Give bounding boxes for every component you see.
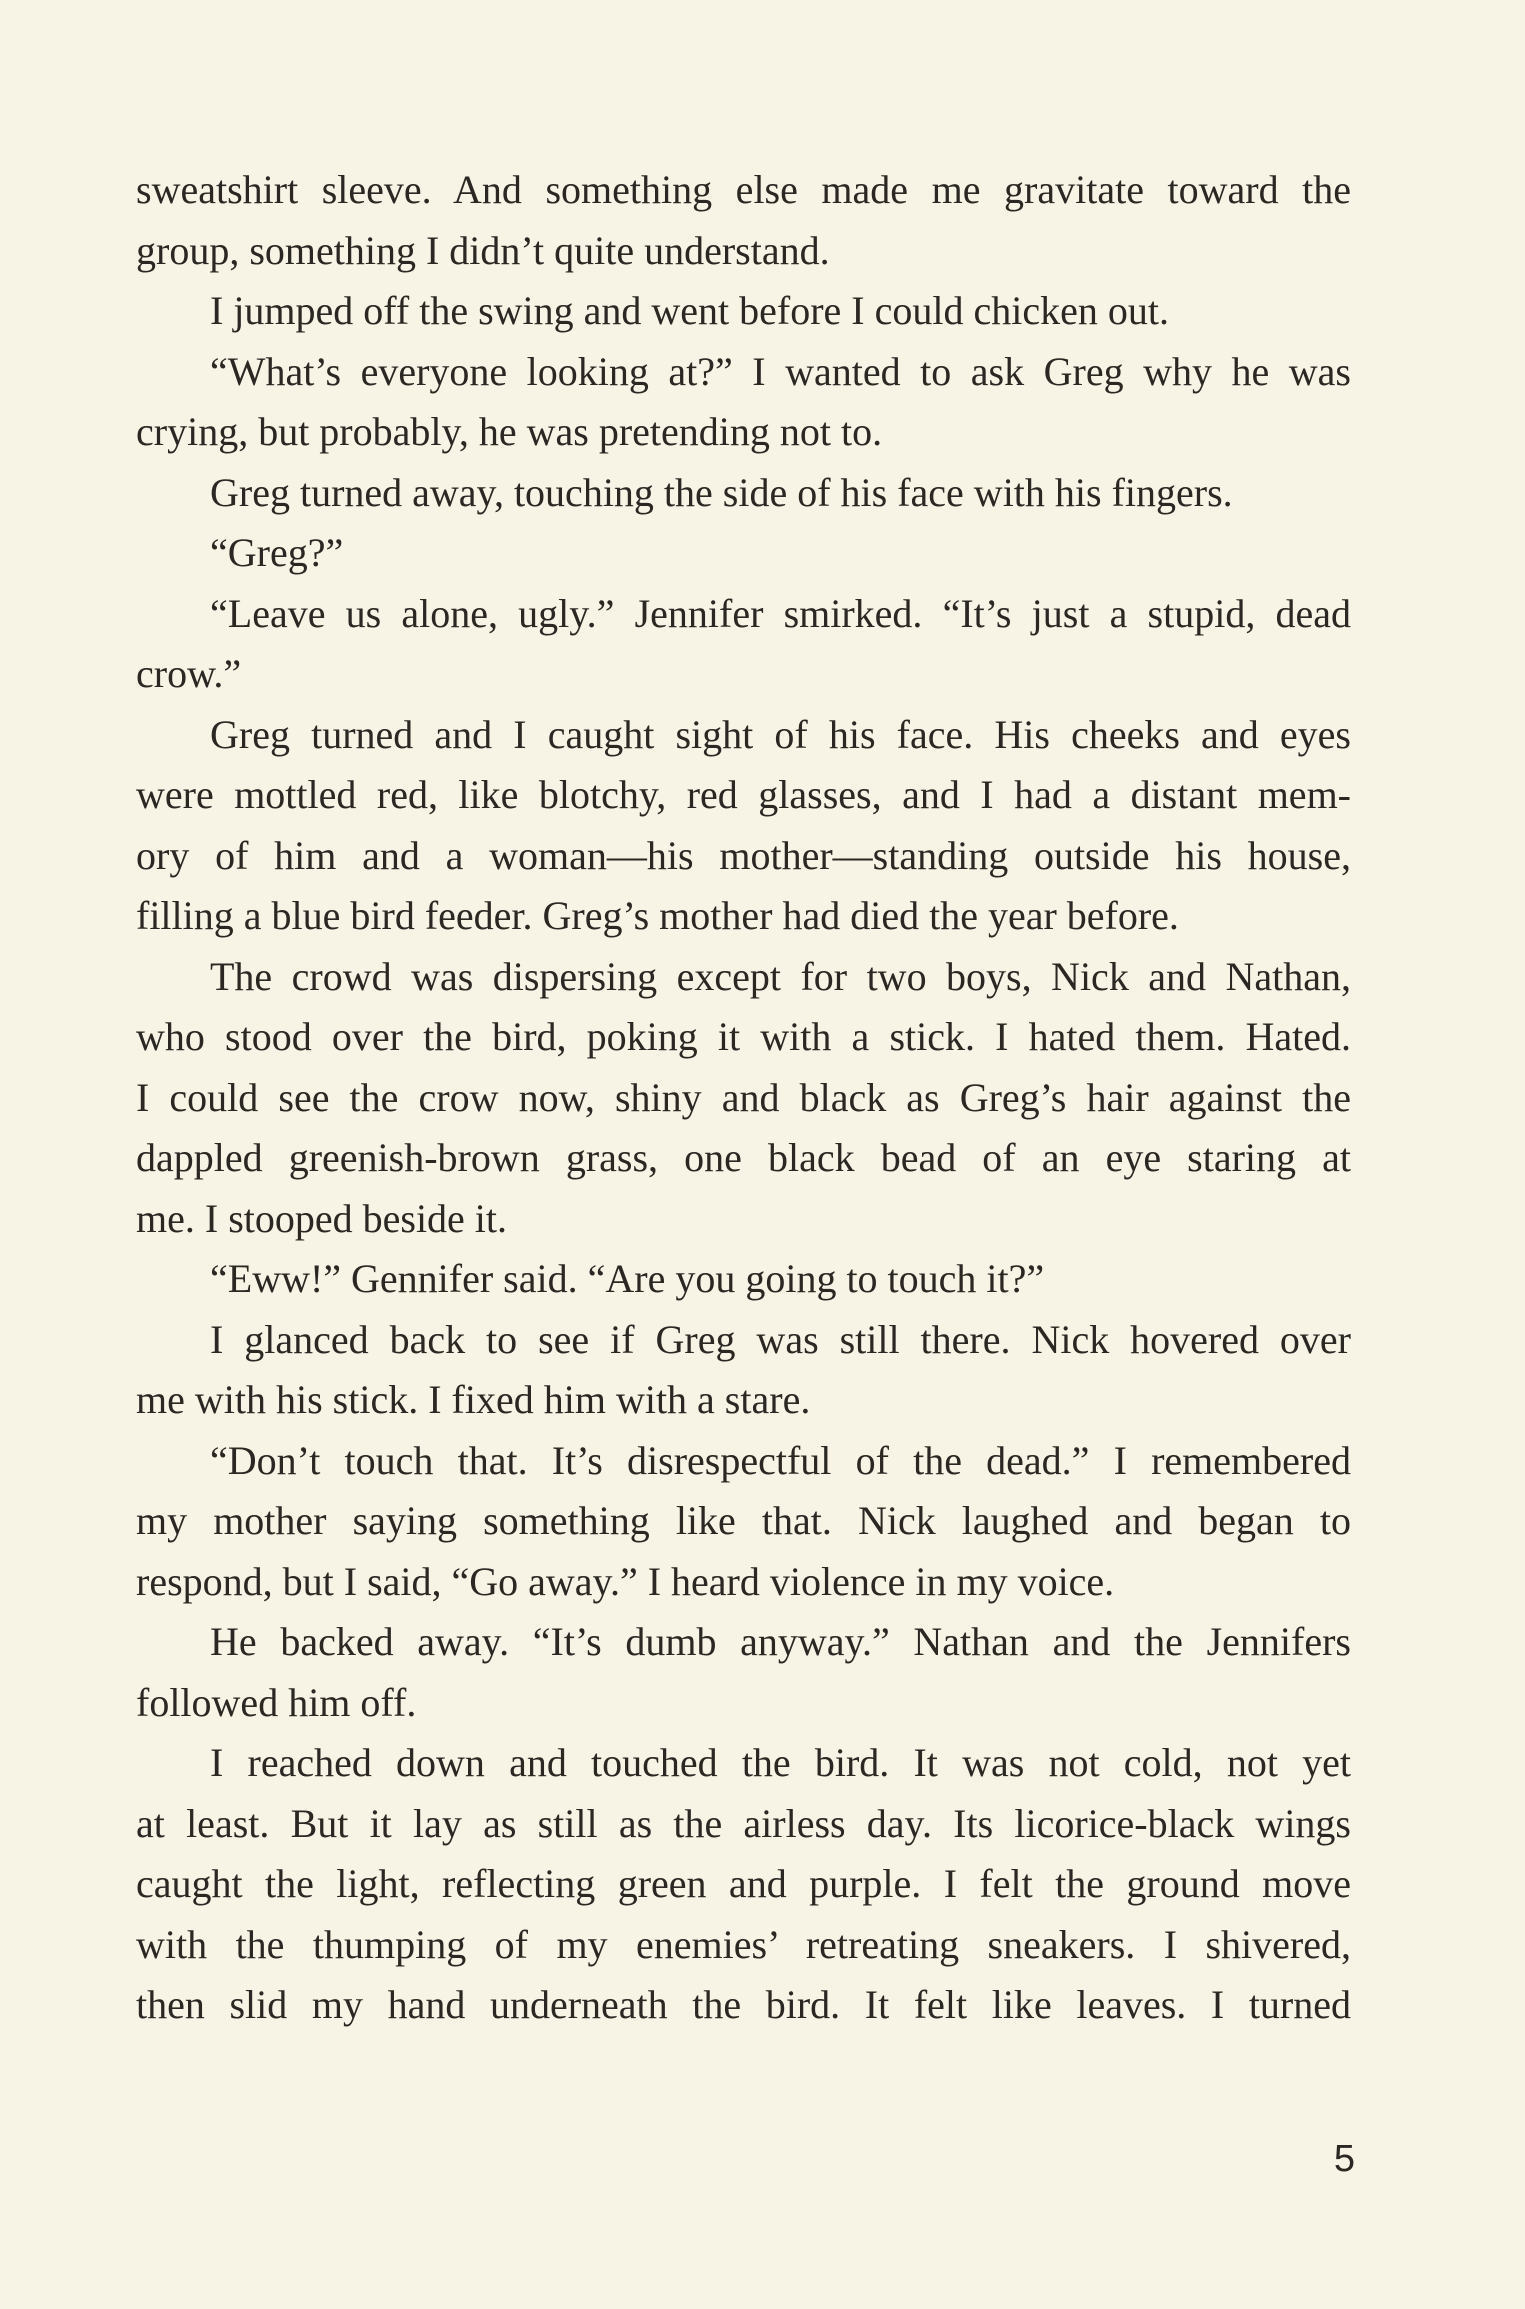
text-line: “Don’t touch that. It’s disrespectful of the dead.” I remembered <box>210 1437 1351 1483</box>
text-line: crow.” <box>136 651 242 696</box>
text-line: my mother saying something like that. Nick laughed and began to <box>136 1498 1351 1543</box>
text-line: He backed away. “It’s dumb anyway.” Nathan and the Jennifers <box>210 1619 1351 1664</box>
text-line: Greg turned and I caught sight of his face. His cheeks and eyes <box>210 711 1351 757</box>
body-text <box>136 160 1351 2036</box>
text-line: filling a blue bird feeder. Greg’s mother had died the year before. <box>136 893 1179 938</box>
text-line: I glanced back to see if Greg was still there. Nick hovered over <box>210 1316 1351 1362</box>
text-line: Greg turned away, touching the side of his face with his fingers. <box>210 469 1233 515</box>
text-line: me with his stick. I fixed him with a stare. <box>136 1377 811 1422</box>
text-line: group, something I didn’t quite understand. <box>136 227 830 273</box>
text-line: followed him off. <box>136 1679 417 1725</box>
text-line: me. I stooped beside it. <box>136 1195 508 1241</box>
text-line: caught the light, reflecting green and purple. I felt the ground move <box>136 1861 1351 1906</box>
text-line: dappled greenish-brown grass, one black bead of an eye staring at <box>136 1135 1351 1180</box>
text-line: The crowd was dispersing except for two boys, Nick and Nathan, <box>210 953 1351 999</box>
text-line: respond, but I said, “Go away.” I heard violence in my voice. <box>136 1558 1115 1604</box>
text-line: I jumped off the swing and went before I could chicken out. <box>210 288 1169 333</box>
text-line: “Leave us alone, ugly.” Jennifer smirked. “It’s just a stupid, dead <box>210 590 1351 636</box>
text-line: then slid my hand underneath the bird. It felt like leaves. I turned <box>136 1982 1351 2027</box>
text-line: were mottled red, like blotchy, red glasses, and I had a distant mem- <box>136 772 1351 817</box>
text-line: who stood over the bird, poking it with a stick. I hated them. Hated. <box>136 1014 1351 1059</box>
text-line: “Greg?” <box>210 530 344 575</box>
page-number: 5 <box>1333 2138 1355 2180</box>
text-line: at least. But it lay as still as the airless day. Its licorice-black wings <box>136 1800 1351 1846</box>
text-line: I could see the crow now, shiny and black as Greg’s hair against the <box>136 1074 1351 1120</box>
text-line: with the thumping of my enemies’ retreating sneakers. I shivered, <box>136 1921 1351 1967</box>
text-line: ory of him and a woman—his mother—standing outside his house, <box>136 832 1351 878</box>
text-line: “What’s everyone looking at?” I wanted to ask Greg why he was <box>210 348 1351 394</box>
text-line: “Eww!” Gennifer said. “Are you going to touch it?” <box>210 1256 1045 1301</box>
text-line: crying, but probably, he was pretending not to. <box>136 409 883 454</box>
text-line: I reached down and touched the bird. It was not cold, not yet <box>210 1740 1351 1785</box>
text-line: sweatshirt sleeve. And something else made me gravitate toward the <box>136 167 1351 212</box>
